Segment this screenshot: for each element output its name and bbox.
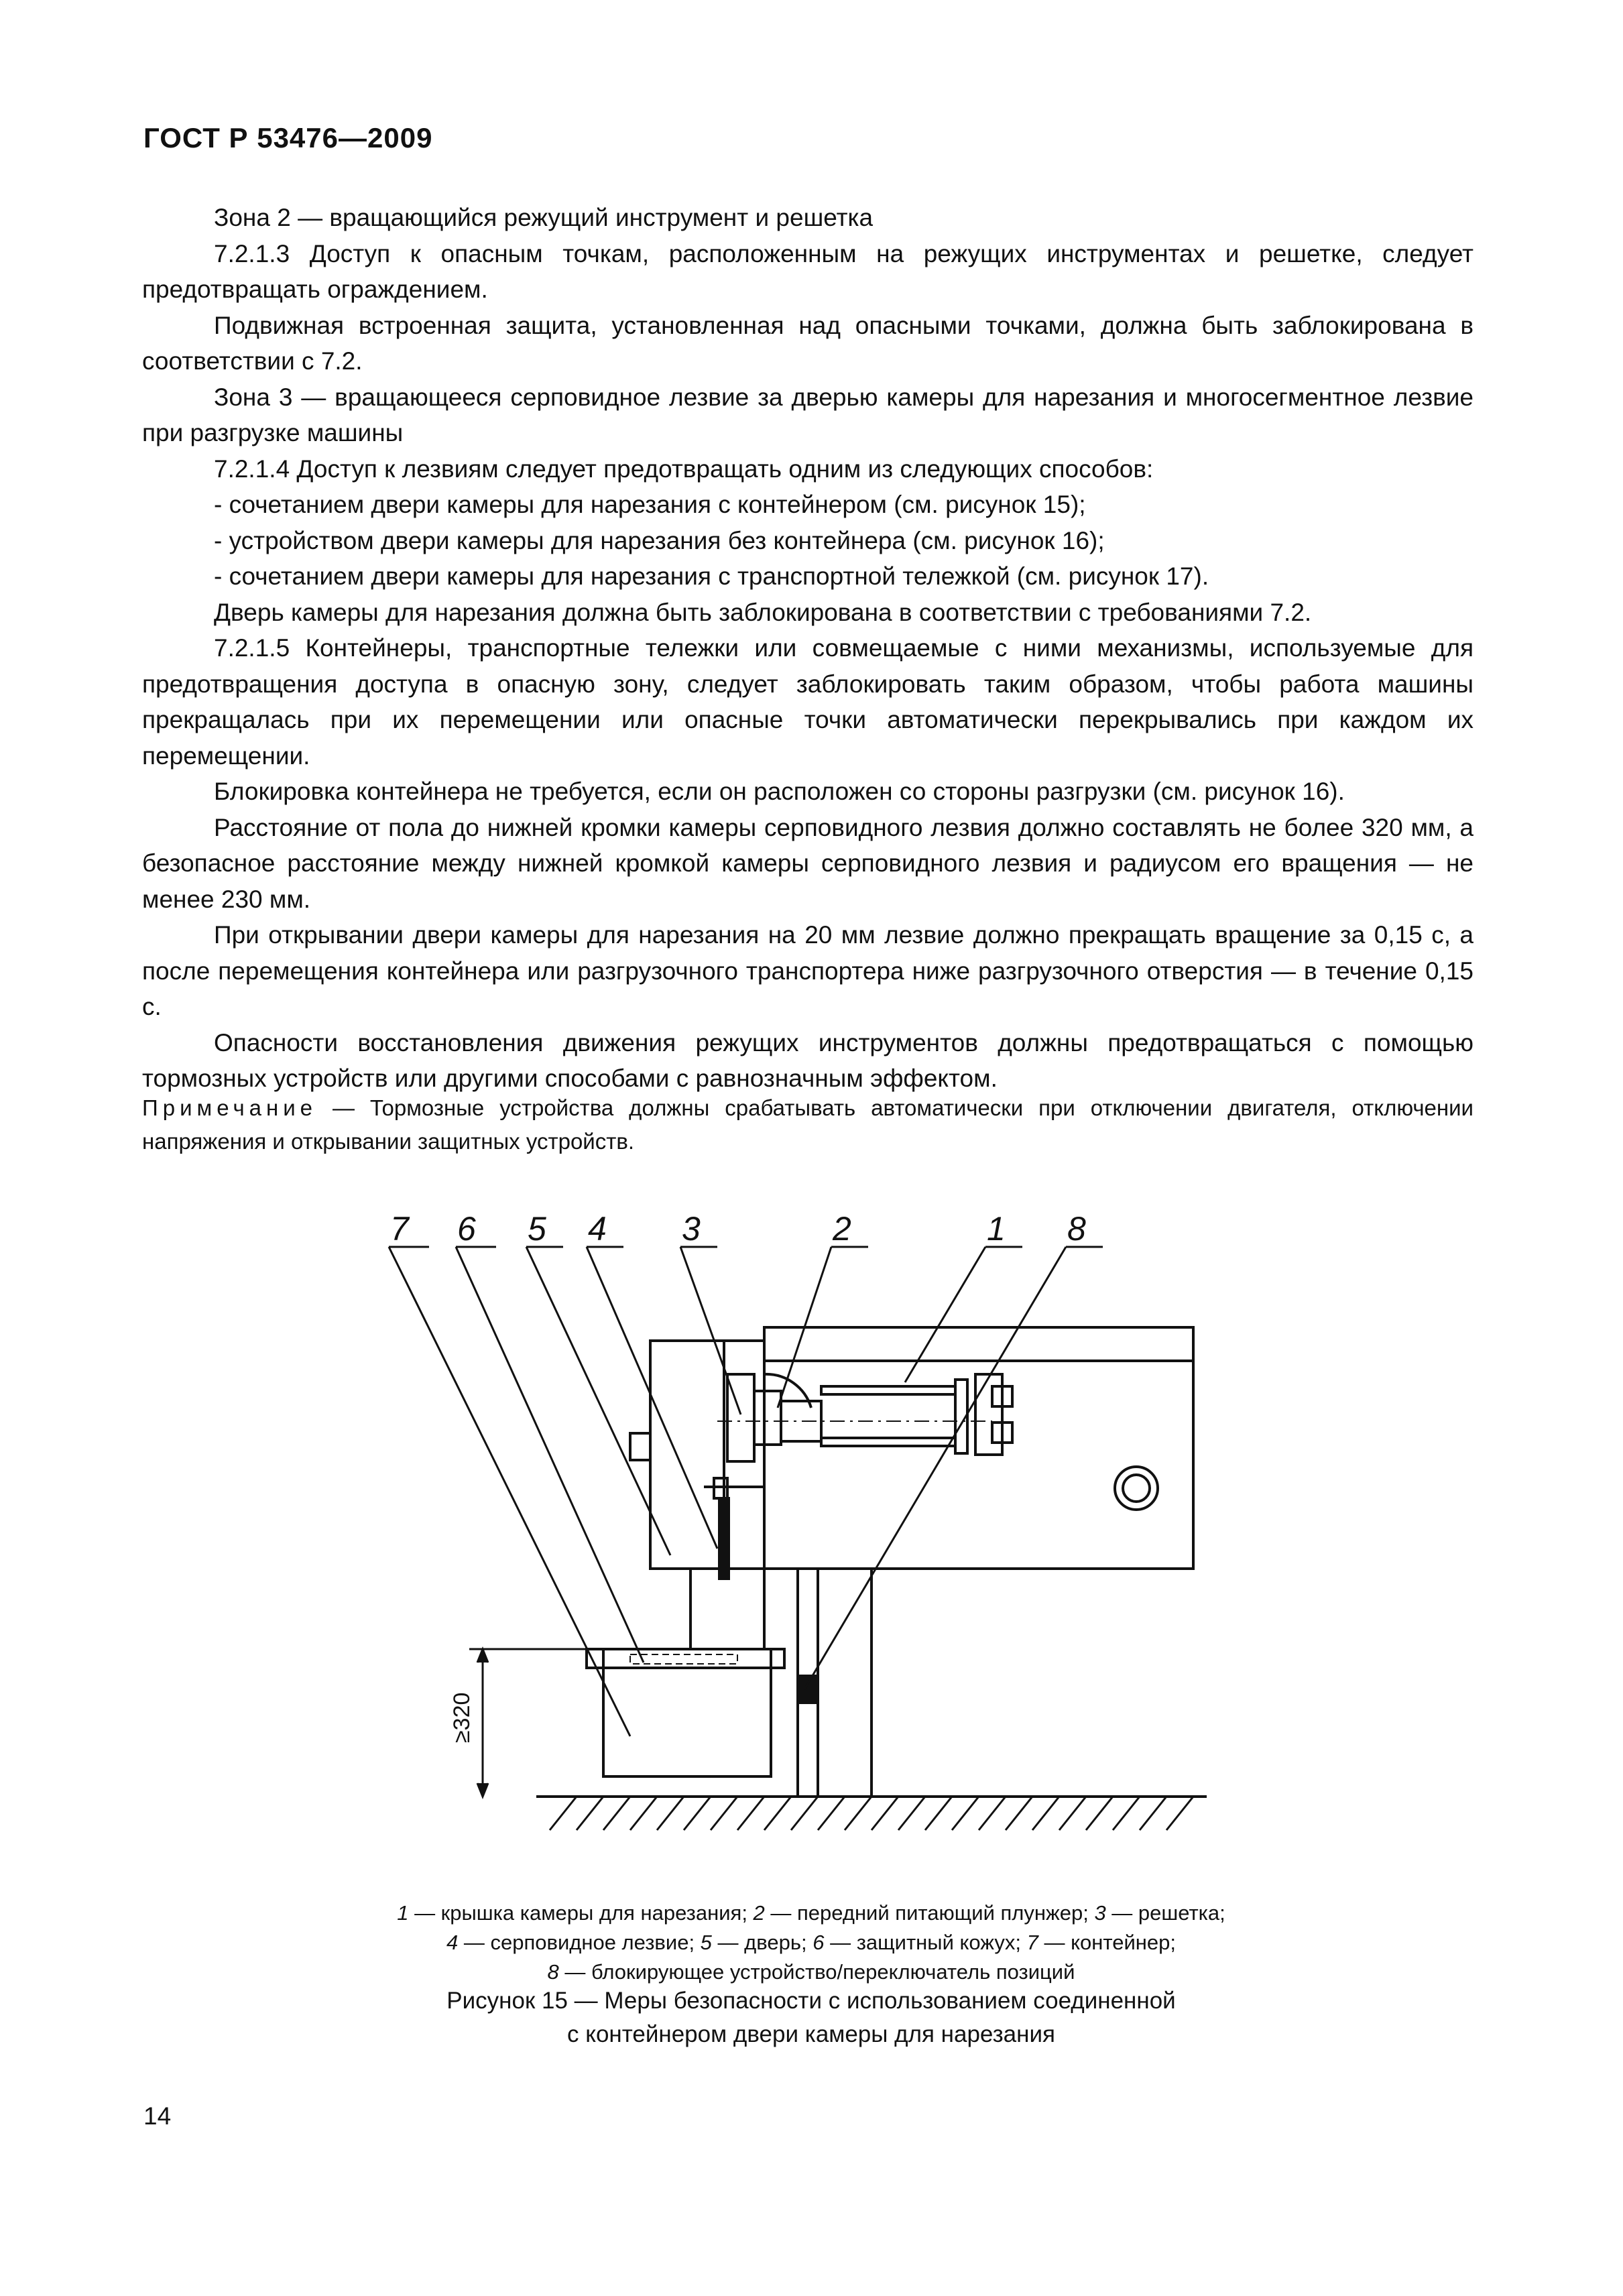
page-number: 14 [143, 2102, 172, 2130]
body-text [142, 200, 1474, 1097]
list-item: - сочетанием двери камеры для нарезания с транспортной тележкой (см. рисунок 17). [214, 562, 1209, 590]
list-item: - устройством двери камеры для нарезания без контейнера (см. рисунок 16); [214, 526, 1105, 554]
legend-text: — передний питающий плунжер; [764, 1901, 1095, 1925]
paragraph: При открывании двери камеры для нарезания на 20 мм лезвие должно прекращать вращение за 0,15 с, а после перемещения контейнера или разгрузочного транспортера ниже разгрузочного отверстия — в течение 0,15 с. [142, 921, 1474, 1020]
door-handle [630, 1433, 650, 1460]
paragraph: Дверь камеры для нарезания должна быть заблокирована в соответствии с требованиями 7.2. [214, 598, 1312, 626]
caption-line-2: с контейнером двери камеры для нарезания [567, 2021, 1055, 2047]
legend-line [282, 1957, 1341, 1987]
legend-line [282, 1928, 1341, 1957]
legend-text: — серповидное лезвие; [458, 1931, 701, 1954]
legend-number: 7 [1026, 1931, 1038, 1954]
legend-number: 2 [753, 1901, 765, 1925]
document-header: ГОСТ Р 53476—2009 [143, 122, 433, 154]
paragraph: Блокировка контейнера не требуется, если он расположен со стороны разгрузки (см. рисунок 16). [214, 778, 1345, 805]
legend-text: — решетка; [1105, 1901, 1225, 1925]
paragraph: 7.2.1.3 Доступ к опасным точкам, расположенным на режущих инструментах и решетке, следует предотвращать ограждением. [142, 239, 1474, 303]
legend-number: 8 [547, 1960, 559, 1984]
dimension-line [469, 1649, 603, 1797]
paragraph: Расстояние от пола до нижней кромки камеры серповидного лезвия должно составлять не более 320 мм, а безопасное расстояние между нижней кромкой камеры серповидного лезвия и радиусом его вращения — не менее 230 мм. [142, 813, 1474, 913]
legend-number: 5 [700, 1931, 712, 1954]
figure-label-5: 5 [528, 1210, 546, 1248]
legend-text: — контейнер; [1038, 1931, 1176, 1954]
note-text: — Тормозные устройства должны срабатывать автоматически при отключении двигателя, отключении напряжения и открывании защитных устройств. [142, 1095, 1474, 1154]
figure-label-6: 6 [457, 1210, 476, 1248]
legend-text: — блокирующее устройство/переключатель позиций [558, 1960, 1075, 1984]
legend-number: 6 [813, 1931, 825, 1954]
list-item: - сочетанием двери камеры для нарезания с контейнером (см. рисунок 15); [214, 491, 1086, 518]
note [142, 1091, 1474, 1158]
caption-line-1: Рисунок 15 — Меры безопасности с использованием соединенной [446, 1988, 1176, 2014]
legend-text: — дверь; [711, 1931, 813, 1954]
figure-legend [282, 1898, 1341, 1987]
paragraph: Зона 3 — вращающееся серповидное лезвие за дверью камеры для нарезания и многосегментное лезвие при разгрузке машины [142, 383, 1474, 446]
figure-label-7: 7 [390, 1210, 409, 1248]
legend-number: 3 [1094, 1901, 1106, 1925]
legend-number: 4 [446, 1931, 459, 1954]
paragraph: 7.2.1.5 Контейнеры, транспортные тележки или совмещаемые с ними механизмы, используемые для предотвращения доступа в опасную зону, следует заблокировать таким образом, чтобы работа машины прекращалась при их перемещении или опасные точки автоматически перекрывались при каждом их перемещении. [142, 634, 1474, 770]
legend-line [282, 1898, 1341, 1928]
figure-label-1: 1 [987, 1210, 1006, 1248]
figure-label-4: 4 [588, 1210, 607, 1248]
figure-label-3: 3 [682, 1210, 701, 1248]
leader-lines [389, 1247, 1103, 1736]
paragraph: Подвижная встроенная защита, установленная над опасными точками, должна быть заблокирована в соответствии с 7.2. [142, 311, 1474, 375]
figure-caption [282, 1984, 1341, 2051]
chamber-body [764, 1327, 1193, 1569]
technical-drawing [349, 1207, 1260, 1890]
paragraph: 7.2.1.4 Доступ к лезвиям следует предотвращать одним из следующих способов: [214, 455, 1154, 483]
figure-15-diagram [349, 1207, 1260, 1890]
figure-label-2: 2 [833, 1210, 851, 1248]
paragraph: Зона 2 — вращающийся режущий инструмент и решетка [214, 204, 874, 231]
legend-text: — крышка камеры для нарезания; [408, 1901, 754, 1925]
dimension-label: ≥320 [449, 1692, 475, 1743]
note-label: Примечание [142, 1095, 318, 1120]
floor-hatching [550, 1797, 1193, 1830]
paragraph: Опасности восстановления движения режущих инструментов должны предотвращаться с помощью тормозных устройств или другими способами с равнозначным эффектом. [142, 1028, 1474, 1092]
legend-text: — защитный кожух; [824, 1931, 1027, 1954]
figure-label-8: 8 [1067, 1210, 1086, 1248]
legend-number: 1 [397, 1901, 409, 1925]
